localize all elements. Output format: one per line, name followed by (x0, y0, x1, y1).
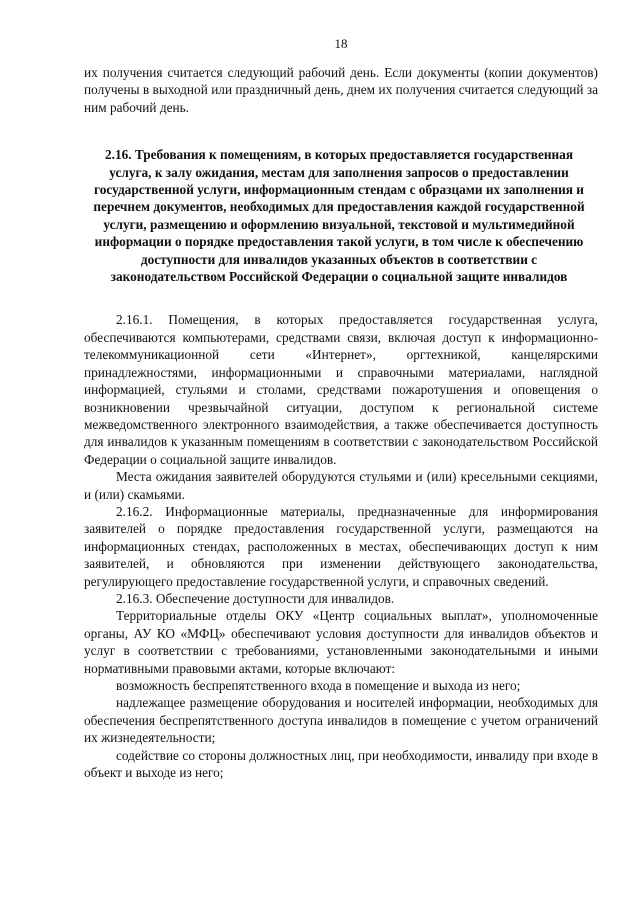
paragraph-2-16-2: 2.16.2. Информационные материалы, предназначенные для информирования заявителей о порядке предоставления государственной услуги, размещаются на информационных стендах, расположенных в местах, обеспечивающих доступ к ним заявителей, и обновляются при изменении действующего законодательства, регулирующего предоставление государственной услуги, и справочных сведений. (84, 503, 598, 589)
list-item-entry-exit: возможность беспрепятственного входа в помещение и выхода из него; (116, 678, 521, 693)
list-item-staff-assistance: содействие со стороны должностных лиц, при необходимости, инвалиду при входе в объект и выходе из него; (84, 747, 598, 781)
paragraph-territorial-offices: Территориальные отделы ОКУ «Центр социальных выплат», уполномоченные органы, АУ КО «МФЦ» обеспечивают условия доступности для инвалидов объектов и услуг в соответствии с требованиями, установленными законодательными и иными нормативными правовыми актами, которые включают: (84, 608, 598, 676)
section-heading: 2.16. Требования к помещениям, в которых предоставляется государственная услуга, к залу ожидания, местам для заполнения запросов о предоставлении государственной услуги, информационным стендам с образцами их заполнения и перечнем документов, необходимых для предоставления каждой государственной услуги, размещению и оформлению визуальной, текстовой и мультимедийной информации о порядке предоставления такой услуги, в том числе к обеспечению доступности для инвалидов указанных объектов в соответствии с законодательством Российской Федерации о социальной защите инвалидов (93, 147, 585, 285)
list-item-equipment: надлежащее размещение оборудования и носителей информации, необходимых для обеспечения беспрепятственного доступа инвалидов в помещение с учетом ограничений их жизнедеятельности; (84, 695, 598, 746)
paragraph-waiting-areas: Места ожидания заявителей оборудуются стульями и (или) кресельными секциями, и (или) скамьями. (84, 469, 598, 502)
page-number: 18 (334, 36, 348, 51)
paragraph-2-16-1: 2.16.1. Помещения, в которых предоставляется государственная услуга, обеспечиваются компьютерами, средствами связи, включая доступ к информационно-телекоммуникационной сети «Интернет», оргтехникой, канцелярскими принадлежностями, информационными и справочными материалами, наглядной информацией, стульями и столами, средствами пожаротушения и оповещения о возникновении чрезвычайной ситуации, доступом к региональной системе межведомственного электронного взаимодействия, а также обеспечивается доступность для инвалидов к указанным помещениям в соответствии с законодательством Российской Федерации о социальной защите инвалидов. (84, 312, 598, 467)
intro-paragraph: их получения считается следующий рабочий день. Если документы (копии документов) получены в выходной или праздничный день, днем их получения считается следующий за ним рабочий день. (84, 65, 598, 115)
paragraph-2-16-3: 2.16.3. Обеспечение доступности для инвалидов. (116, 590, 395, 606)
